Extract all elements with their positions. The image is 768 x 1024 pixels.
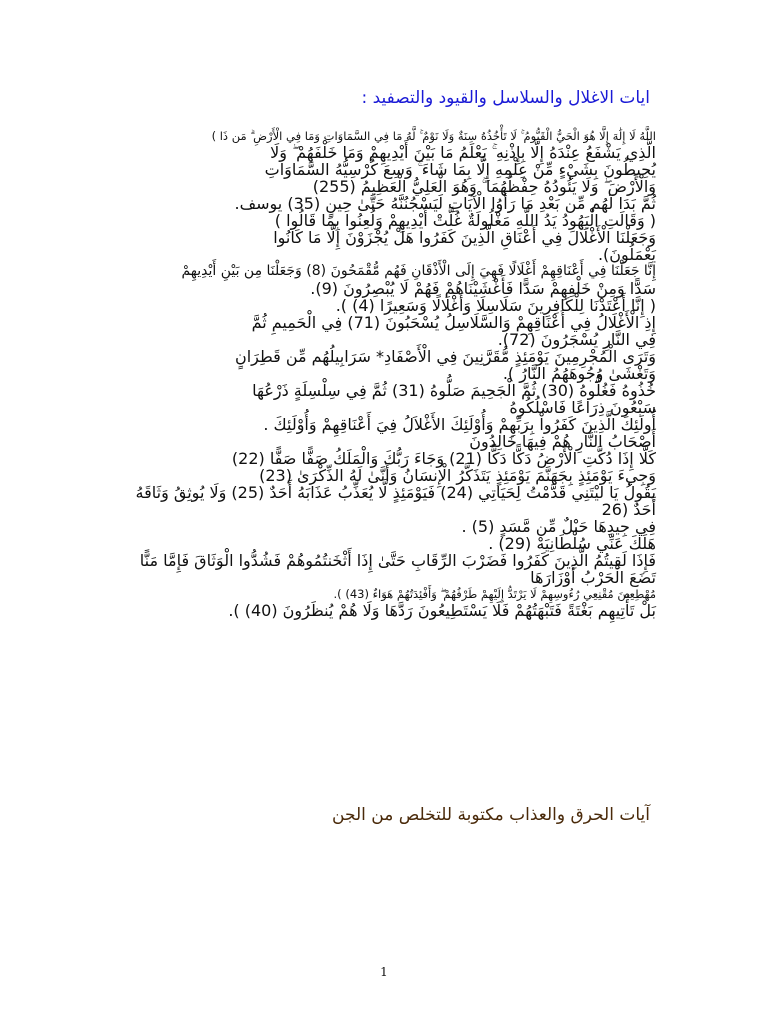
verse-line: ( إِنَّا أَعْتَدْنَا لِلْكَافِرِينَ سَلَاسِلَا وَأَغْلَالًا وَسَعِيرًا (4) ). — [335, 296, 656, 315]
verse-line: الَّذِي يَشْفَعُ عِنْدَهُ إِلَّا بِإِذْنِهِ ۚ يَعْلَمُ مَا بَيْنَ أَيْدِيهِمْ وَمَا خَلْفَهُمْ ۖ وَلَا — [270, 143, 656, 162]
verse-line: أَصْحَابُ النَّارِ هُمْ فِيهَا خَالِدُونَ — [469, 432, 656, 451]
verse-line: يُحِيطُونَ بِشَيْءٍ مِّنْ عِلْمِهِ إِلَّا بِمَا شَاءَ ۚ وَسِعَ كُرْسِيُّهُ السَّمَاوَاتِ — [264, 160, 656, 179]
verse-line: سَبْعُونَ ذِرَاعًا فَاسْلُكُوهُ — [509, 398, 656, 417]
verse-line: وَالْأَرْضَ ۖ وَلَا يَئُودُهُ حِفْظُهُمَا ۚ وَهُوَ الْعَلِيُّ الْعَظِيمُ (255) — [312, 177, 656, 196]
section-heading: ايات الاغلال والسلاسل والقيود والتصفيد : — [361, 88, 650, 108]
verse-line: وَتَغْشَىٰ وُجُوهَهُمُ النَّارُ ). — [502, 364, 656, 383]
verse-list — [40, 128, 656, 619]
verse-line: سَدًّا وَمِنْ خَلْفِهِمْ سَدًّا فَأَغْشَيْنَاهُمْ فَهُمْ لَا يُبْصِرُونَ (9). — [310, 279, 656, 298]
page-number: 1 — [380, 965, 388, 979]
verse-line: فِي النَّارِ يُسْجَرُونَ (72). — [497, 330, 656, 349]
verse-line: وَتَرَى الْمُجْرِمِينَ يَوْمَئِذٍ مُّقَرَّنِينَ فِي الْأَصْفَادِ* سَرَابِيلُهُم مِّن قَطِرَانٍ — [234, 347, 656, 366]
verse-line: إِذِ الْأَغْلَالُ فِي أَعْنَاقِهِمْ وَالسَّلَاسِلُ يُسْحَبُونَ (71) فِي الْحَمِيمِ ثُمَّ — [251, 313, 656, 332]
verse-line: مُهْطِعِينَ مُقْنِعِي رُءُوسِهِمْ لَا يَرْتَدُّ إِلَيْهِمْ طَرْفُهُمْ ۖ وَأَفْئِدَتُهُمْ هَوَاءٌ (43) ). — [333, 587, 656, 601]
verse-line: اللَّهُ لَا إِلَٰهَ إِلَّا هُوَ الْحَيُّ الْقَيُّومُ ۚ لَا تَأْخُذُهُ سِنَةٌ وَلَا نَوْمٌ ۚ لَّهُ مَا فِي السَّمَاوَاتِ وَمَا فِي الْأَرْضِ ۗ مَن ذَا ) — [211, 129, 656, 143]
verse-line: خُذُوهُ فَغُلُّوهُ (30) ثُمَّ الْجَحِيمَ صَلُّوهُ (31) ثُمَّ فِي سِلْسِلَةٍ ذَرْعُهَا — [252, 381, 656, 400]
verse-line: فَإِذَا لَقِيتُمُ الَّذِينَ كَفَرُوا فَضَرْبَ الرِّقَابِ حَتَّىٰ إِذَا أَثْخَنتُمُوهُمْ فَشُدُّوا الْوَثَاقَ فَإِمَّا مَنًّا — [139, 551, 656, 570]
burning-verses-heading: آيات الحرق والعذاب مكتوبة للتخلص من الجن — [332, 805, 650, 825]
verse-line: يَعْمَلُونَ). — [597, 245, 656, 264]
verse-line: هَلَكَ عَنِّي سُلْطَانِيَهْ (29) . — [488, 534, 656, 553]
verse-line: بَلْ تَأْتِيهِم بَغْتَةً فَتَبْهَتُهُمْ فَلَا يَسْتَطِيعُونَ رَدَّهَا وَلَا هُمْ يُنظَرُونَ (40) ). — [228, 601, 656, 620]
verse-line: يَقُولُ يَا لَيْتَنِي قَدَّمْتُ لِحَيَاتِي (24) فَيَوْمَئِذٍ لَّا يُعَذِّبُ عَذَابَهُ أَحَدٌ (25) وَلَا يُوثِقُ وَثَاقَهُ — [135, 483, 656, 502]
verse-line: وَجَعَلْنَا الْأَغْلَالَ فِي أَعْنَاقِ الَّذِينَ كَفَرُوا هَلْ يُجْزَوْنَ إِلَّا مَا كَانُوا — [273, 228, 656, 247]
verse-line: أَحَدٌ (26 — [601, 500, 656, 519]
verse-line: وَجِيءَ يَوْمَئِذٍ بِجَهَنَّمَ يَوْمَئِذٍ يَتَذَكَّرُ الْإِنسَانُ وَأَنَّىٰ لَهُ الذِّكْرَىٰ (23) — [259, 466, 656, 485]
verse-line: إِنَّا جَعَلْنَا فِي أَعْنَاقِهِمْ أَغْلَالًا فَهِيَ إِلَى الْأَذْقَانِ فَهُم مُّقْمَحُونَ (8) وَجَعَلْنَا مِن بَيْنِ أَيْدِيهِمْ — [181, 263, 656, 279]
verse-line: فِي جِيدِهَا حَبْلٌ مِّن مَّسَدٍ (5) . — [461, 517, 656, 536]
verse-line: ( وَقَالَتِ الْيَهُودُ يَدُ اللَّهِ مَغْلُولَةٌ غُلَّتْ أَيْدِيهِمْ وَلُعِنُوا بِمَا قَالُوا ) — [274, 211, 656, 230]
verse-line: أُولَئِكَ الَّذِينَ كَفَرُواْ بِرَبِّهِمْ وَأُوْلَئِكَ الأَغْلاَلُ فِيَ أَعْنَاقِهِمْ وَأُوْلَئِكَ . — [263, 415, 656, 434]
verse-line: تَضَعَ الْحَرْبُ أَوْزَارَهَا — [530, 568, 656, 587]
verse-line: كَلَّا إِذَا دُكَّتِ الْأَرْضُ دَكًّا دَكًّا (21) وَجَاءَ رَبُّكَ وَالْمَلَكُ صَفًّا صَفًّا (22) — [231, 449, 656, 468]
verse-line: ثُمَّ بَدَا لَهُم مِّن بَعْدِ مَا رَأَوُا الْآيَاتِ لَيَسْجُنُنَّهُ حَتَّىٰ حِينٍ (35) يوسف. — [234, 194, 656, 213]
